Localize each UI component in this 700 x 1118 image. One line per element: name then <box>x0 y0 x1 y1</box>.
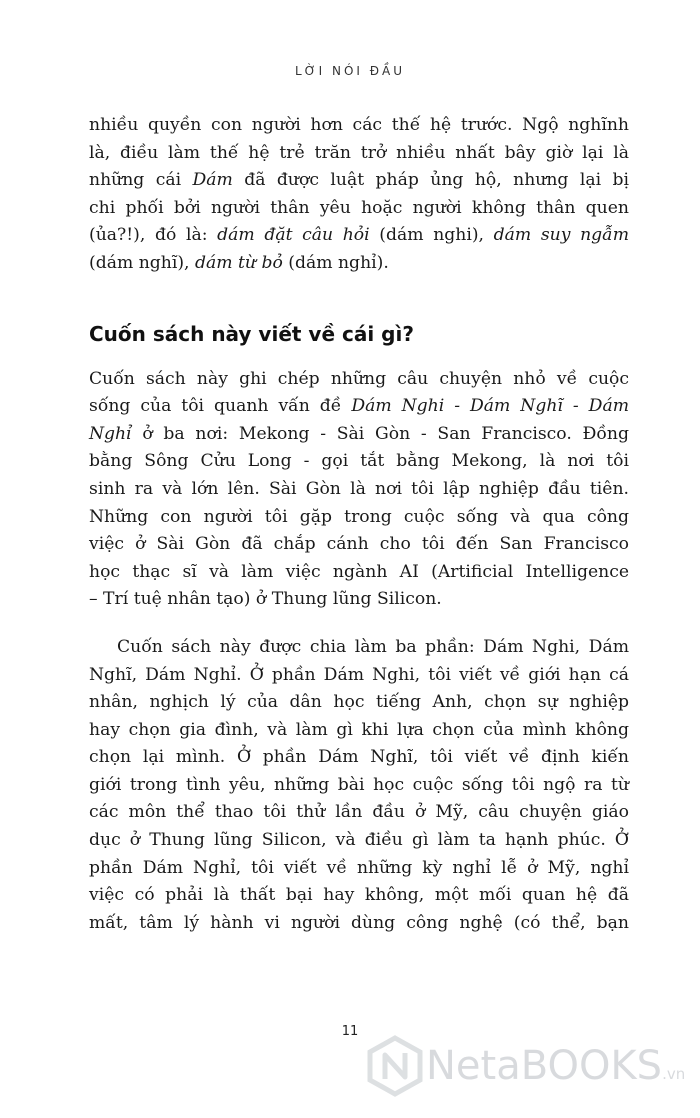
text-line: dục ở Thung lũng Silicon, và điều gì làm ta hạnh phúc. Ở <box>89 830 629 851</box>
text-line: chọn lại mình. Ở phần Dám Nghĩ, tôi viết về định kiến <box>89 747 629 768</box>
text-line: Cuốn sách này ghi chép những câu chuyện nhỏ về cuộc <box>89 368 629 389</box>
text-line: (dám nghĩ), dám từ bỏ (dám nghỉ). <box>89 252 389 273</box>
text-line: mất, tâm lý hành vi người dùng công nghệ (có thể, bạn <box>89 912 629 933</box>
text-line: là, điều làm thế hệ trẻ trăn trở nhiều nhất bây giờ lại là <box>89 142 629 163</box>
text-line: – Trí tuệ nhân tạo) ở Thung lũng Silicon. <box>89 589 442 610</box>
text-line: chi phối bởi người thân yêu hoặc người không thân quen <box>89 197 629 218</box>
text-line: phần Dám Nghỉ, tôi viết về những kỳ nghỉ lễ ở Mỹ, nghỉ <box>89 857 629 878</box>
text-line: hay chọn gia đình, và làm gì khi lựa chọn của mình không <box>89 719 629 740</box>
watermark-brand: NetaBOOKS.vn <box>426 1043 686 1089</box>
italic-text: dám từ bỏ <box>195 252 283 273</box>
paragraph-2 <box>89 366 629 614</box>
text-line: các môn thể thao tôi thử lần đầu ở Mỹ, câu chuyện giáo <box>89 802 629 823</box>
section-heading: Cuốn sách này viết về cái gì? <box>89 321 414 346</box>
text-line: học thạc sĩ và làm việc ngành AI (Artificial Intelligence <box>89 561 629 582</box>
italic-text: Dám Nghi - Dám Nghĩ - Dám <box>351 396 630 417</box>
text-line: (ủa?!), đó là: dám đặt câu hỏi (dám nghi), dám suy ngẫm <box>89 225 629 246</box>
text-line: những cái Dám đã được luật pháp ủng hộ, nhưng lại bị <box>89 170 629 191</box>
text-line: sống của tôi quanh vấn đề Dám Nghi - Dám Nghĩ - Dám <box>89 396 630 417</box>
text-line: việc ở Sài Gòn đã chắp cánh cho tôi đến San Francisco <box>89 534 629 555</box>
page-content <box>89 112 629 937</box>
text-line: Nghỉ ở ba nơi: Mekong - Sài Gòn - San Francisco. Đồng <box>89 423 629 444</box>
italic-text: Nghỉ <box>89 423 132 444</box>
italic-text: dám đặt câu hỏi <box>217 225 370 246</box>
running-header: LỜI NÓI ĐẦU <box>294 64 406 78</box>
text-line: bằng Sông Cửu Long - gọi tắt bằng Mekong, là nơi tôi <box>89 451 629 472</box>
text-line: sinh ra và lớn lên. Sài Gòn là nơi tôi lập nghiệp đầu tiên. <box>89 478 629 499</box>
paragraph-3 <box>89 634 629 938</box>
netabooks-logo-icon <box>366 1035 424 1097</box>
text-line: giới trong tình yêu, những bài học cuộc sống tôi ngộ ra từ <box>89 774 629 795</box>
italic-text: dám suy ngẫm <box>493 225 629 246</box>
text-line: Nghĩ, Dám Nghỉ. Ở phần Dám Nghi, tôi viết về giới hạn cá <box>89 664 629 685</box>
text-line: nhân, nghịch lý của dân học tiếng Anh, chọn sự nghiệp <box>89 692 629 713</box>
italic-text: Dám <box>192 170 233 191</box>
watermark <box>366 1034 696 1098</box>
text-line: việc có phải là thất bại hay không, một mối quan hệ đã <box>89 885 629 906</box>
paragraph-1 <box>89 112 629 278</box>
text-line: Cuốn sách này được chia làm ba phần: Dám Nghi, Dám <box>117 636 629 657</box>
text-line: nhiều quyền con người hơn các thế hệ trước. Ngộ nghĩnh <box>89 115 629 135</box>
text-line: Những con người tôi gặp trong cuộc sống và qua công <box>89 506 629 527</box>
page-number: 11 <box>341 1024 359 1039</box>
